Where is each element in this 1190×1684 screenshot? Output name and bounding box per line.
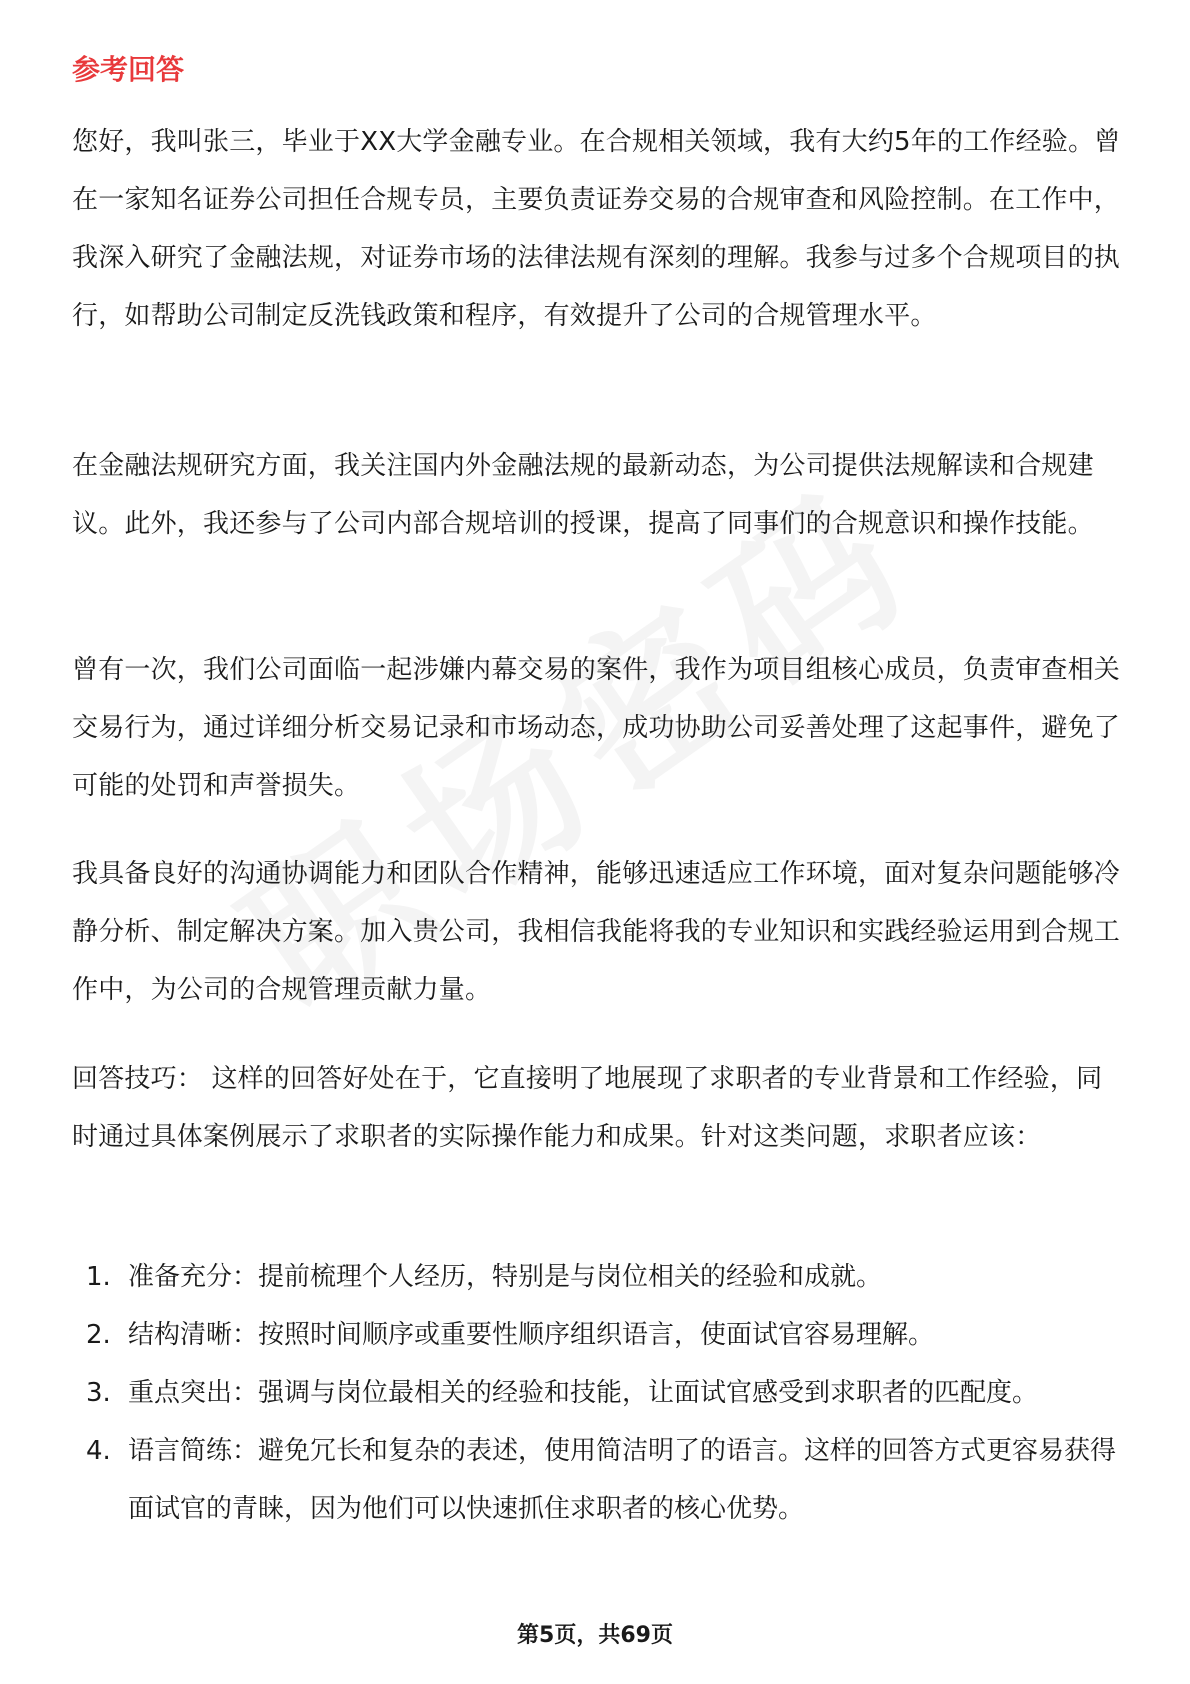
list-item bbox=[72, 1364, 1122, 1422]
list-item-text: 语言简练：避免冗长和复杂的表述，使用简洁明了的语言。这样的回答方式更容易获得面试官的青睐，因为他们可以快速抓住求职者的核心优势。 bbox=[128, 1436, 1117, 1524]
list-item bbox=[72, 1422, 1122, 1538]
list-item bbox=[72, 1306, 1122, 1364]
answer-paragraph-2: 在金融法规研究方面，我关注国内外金融法规的最新动态，为公司提供法规解读和合规建议。此外，我还参与了公司内部合规培训的授课，提高了同事们的合规意识和操作技能。 bbox=[72, 451, 1094, 539]
answer-paragraph-3: 曾有一次，我们公司面临一起涉嫌内幕交易的案件，我作为项目组核心成员，负责审查相关交易行为，通过详细分析交易记录和市场动态，成功协助公司妥善处理了这起事件，避免了可能的处罚和声誉损失。 bbox=[72, 655, 1121, 801]
list-item bbox=[72, 1248, 1122, 1306]
answer-paragraph-1: 您好，我叫张三，毕业于XX大学金融专业。在合规相关领域，我有大约5年的工作经验。曾在一家知名证券公司担任合规专员，主要负责证券交易的合规审查和风险控制。在工作中，我深入研究了金融法规，对证券市场的法律法规有深刻的理解。我参与过多个合规项目的执行，如帮助公司制定反洗钱政策和程序，有效提升了公司的合规管理水平。 bbox=[72, 127, 1121, 331]
section-heading: 参考回答 bbox=[72, 53, 185, 86]
list-item-text: 准备充分：提前梳理个人经历，特别是与岗位相关的经验和成就。 bbox=[128, 1262, 883, 1292]
list-item-number: 3. bbox=[86, 1378, 111, 1408]
list-item-text: 结构清晰：按照时间顺序或重要性顺序组织语言，使面试官容易理解。 bbox=[128, 1320, 935, 1350]
list-item-number: 2. bbox=[86, 1320, 111, 1350]
page-number-footer: 第5页，共69页 bbox=[517, 1623, 673, 1648]
list-item-number: 1. bbox=[86, 1262, 111, 1292]
list-item-number: 4. bbox=[86, 1436, 111, 1466]
tips-list bbox=[72, 1248, 1122, 1538]
list-item-text: 重点突出：强调与岗位最相关的经验和技能，让面试官感受到求职者的匹配度。 bbox=[128, 1378, 1039, 1408]
answer-tips: 回答技巧： 这样的回答好处在于，它直接明了地展现了求职者的专业背景和工作经验，同时通过具体案例展示了求职者的实际操作能力和成果。针对这类问题，求职者应该： bbox=[72, 1064, 1103, 1152]
answer-paragraph-4: 我具备良好的沟通协调能力和团队合作精神，能够迅速适应工作环境，面对复杂问题能够冷静分析、制定解决方案。加入贵公司，我相信我能将我的专业知识和实践经验运用到合规工作中，为公司的合规管理贡献力量。 bbox=[72, 859, 1121, 1005]
